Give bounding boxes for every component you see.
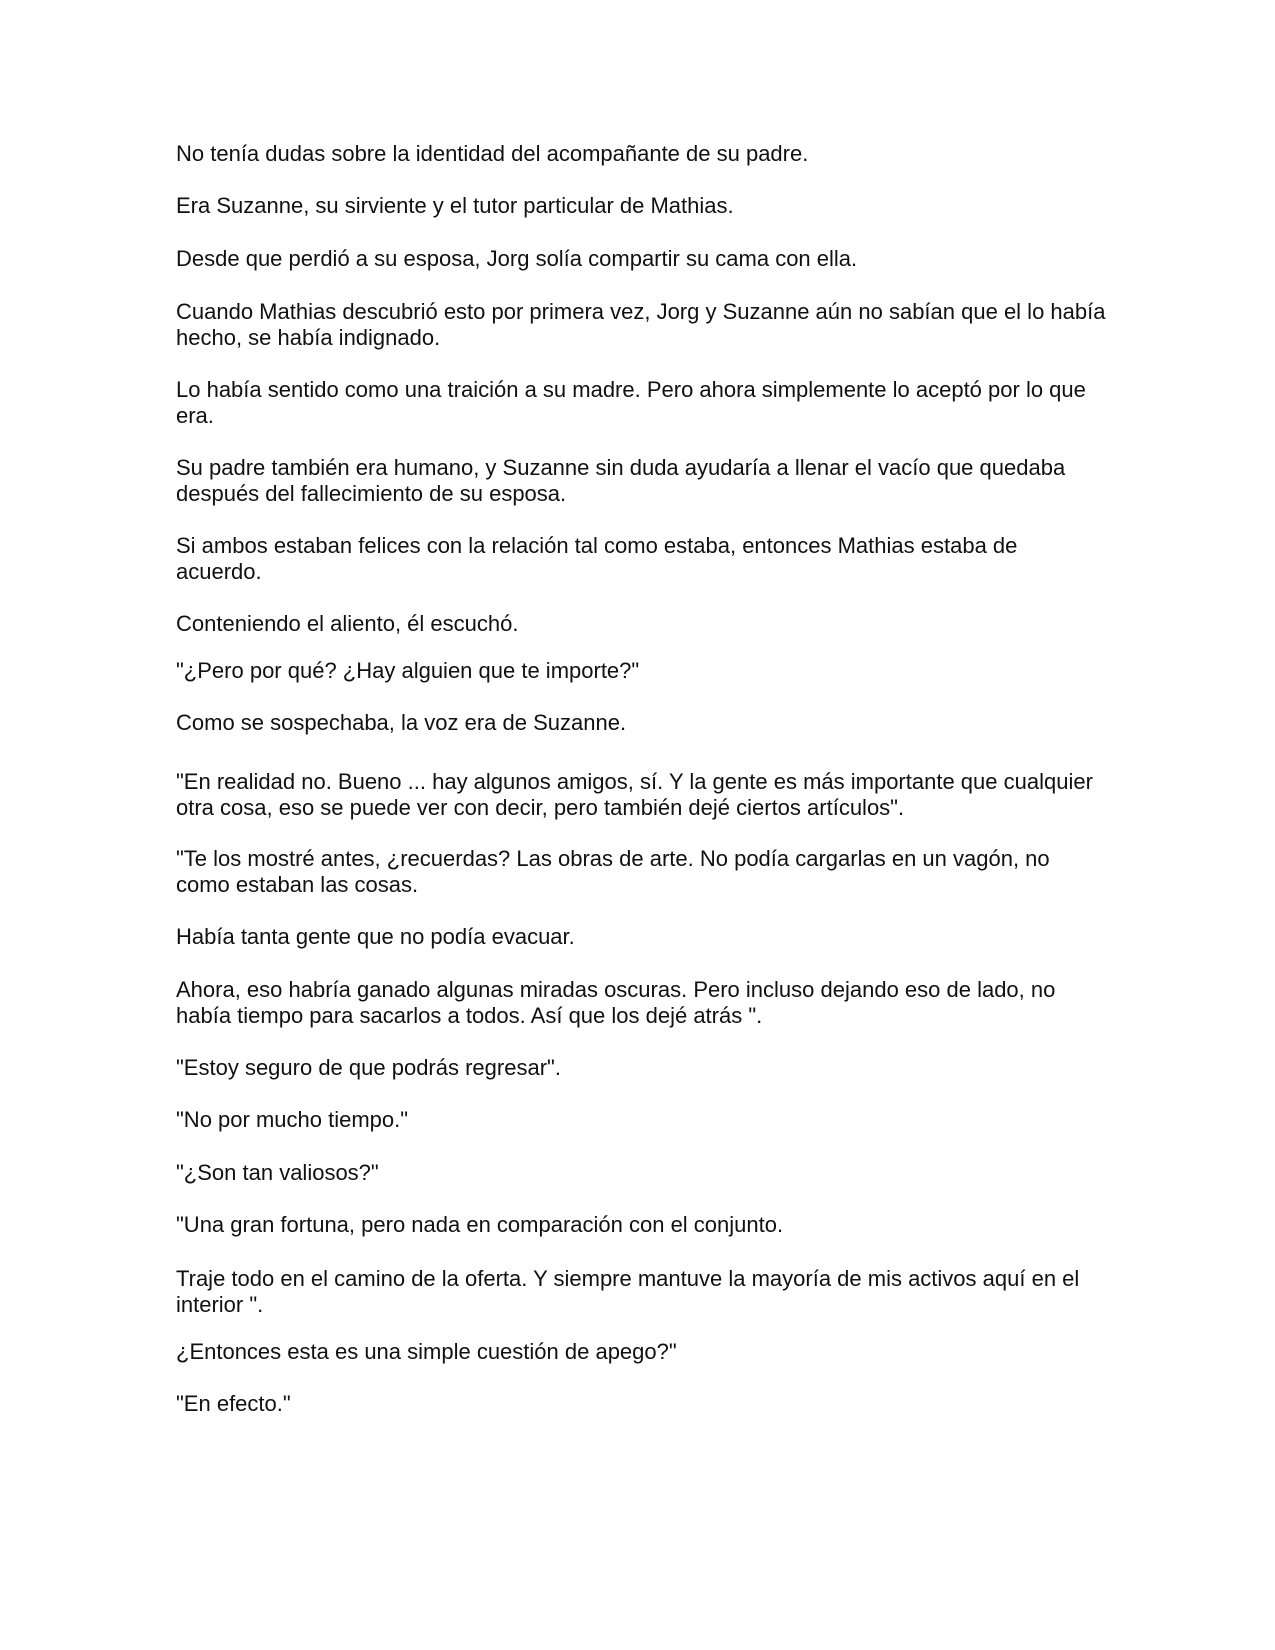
paragraph: Traje todo en el camino de la oferta. Y siempre mantuve la mayoría de mis activos aquí en el interior ". xyxy=(176,1266,1080,1317)
paragraph: Conteniendo el aliento, él escuchó. xyxy=(176,611,519,636)
paragraph: "Una gran fortuna, pero nada en comparación con el conjunto. xyxy=(176,1212,784,1237)
paragraph: "Te los mostré antes, ¿recuerdas? Las obras de arte. No podía cargarlas en un vagón, no como estaban las cosas. xyxy=(176,846,1050,897)
paragraph: No tenía dudas sobre la identidad del acompañante de su padre. xyxy=(176,141,809,166)
paragraph: Como se sospechaba, la voz era de Suzanne. xyxy=(176,710,627,735)
paragraph: Si ambos estaban felices con la relación tal como estaba, entonces Mathias estaba de acuerdo. xyxy=(176,533,1018,584)
paragraph: Cuando Mathias descubrió esto por primera vez, Jorg y Suzanne aún no sabían que el lo había hecho, se había indignado. xyxy=(176,299,1106,350)
paragraph: "No por mucho tiempo." xyxy=(176,1107,409,1132)
paragraph: "En realidad no. Bueno ... hay algunos amigos, sí. Y la gente es más importante que cualquier otra cosa, eso se puede ver con decir, pero también dejé ciertos artículos". xyxy=(176,769,1093,820)
paragraph: Ahora, eso habría ganado algunas miradas oscuras. Pero incluso dejando eso de lado, no había tiempo para sacarlos a todos. Así que los dejé atrás ". xyxy=(176,977,1056,1028)
paragraph: "Estoy seguro de que podrás regresar". xyxy=(176,1055,561,1080)
paragraph: "¿Son tan valiosos?" xyxy=(176,1160,379,1185)
paragraph: "En efecto." xyxy=(176,1391,291,1416)
paragraph: Era Suzanne, su sirviente y el tutor particular de Mathias. xyxy=(176,193,734,218)
paragraph: Había tanta gente que no podía evacuar. xyxy=(176,924,575,949)
paragraph: Lo había sentido como una traición a su madre. Pero ahora simplemente lo aceptó por lo que era. xyxy=(176,377,1086,428)
paragraph: "¿Pero por qué? ¿Hay alguien que te importe?" xyxy=(176,658,640,683)
paragraph: Su padre también era humano, y Suzanne sin duda ayudaría a llenar el vacío que quedaba después del fallecimiento de su esposa. xyxy=(176,455,1066,506)
paragraph: Desde que perdió a su esposa, Jorg solía compartir su cama con ella. xyxy=(176,246,858,271)
paragraph: ¿Entonces esta es una simple cuestión de apego?" xyxy=(176,1339,677,1364)
